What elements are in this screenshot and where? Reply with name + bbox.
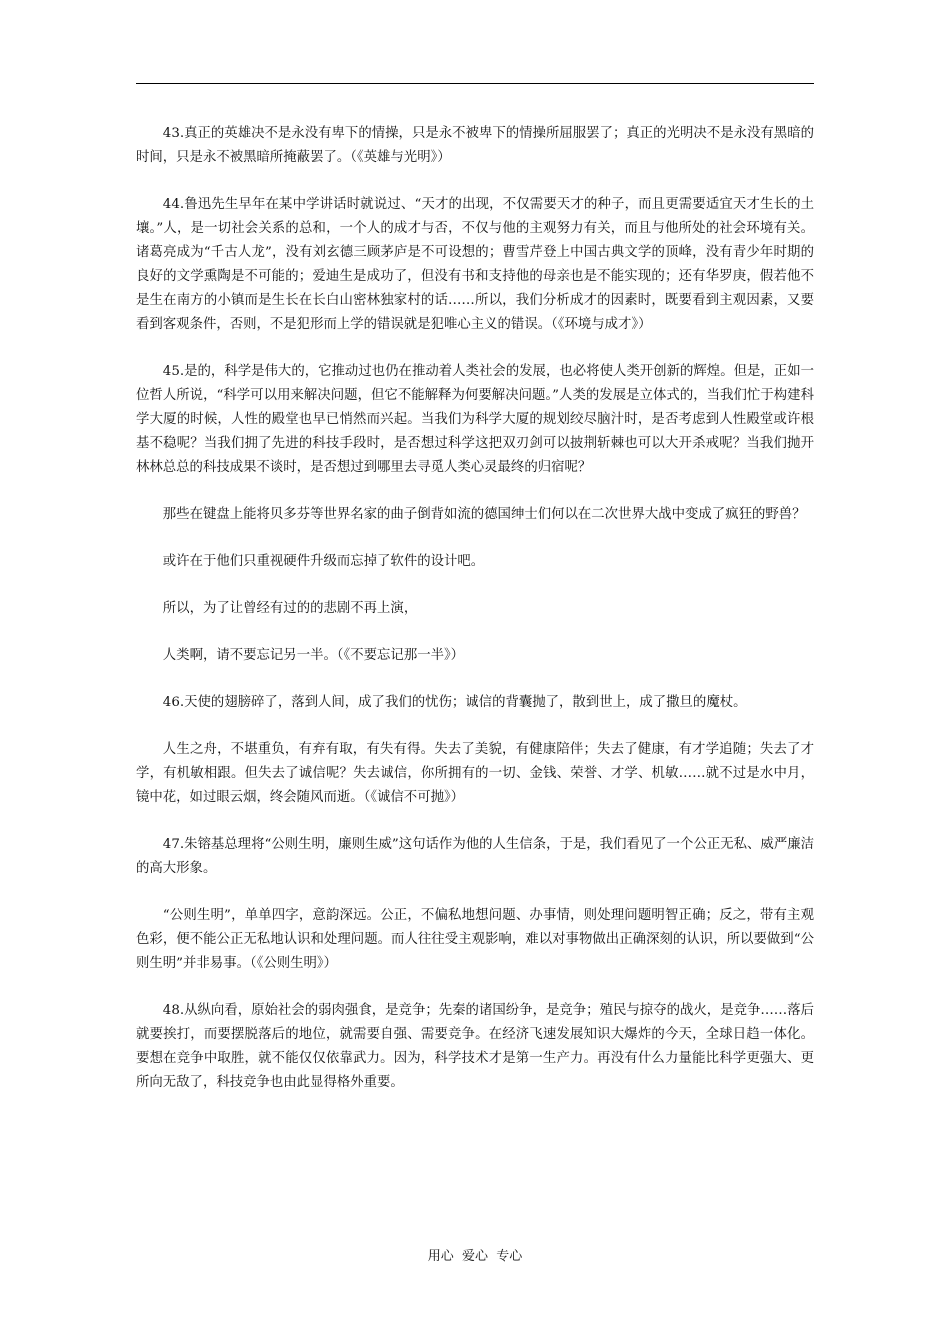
paragraph-46: 46.天使的翅膀碎了，落到人间，成了我们的忧伤；诚信的背囊抛了，散到世上，成了撒旦的魔杖。 xyxy=(162,695,747,710)
paragraph-45-d: 所以，为了让曾经有过的的悲剧不再上演， xyxy=(162,601,418,616)
paragraph-45-e: 人类啊，请不要忘记另一半。（《不要忘记那一半》） xyxy=(162,648,465,663)
paragraph-47-b: “公则生明”，单单四字，意韵深远。公正，不偏私地想问题、办事情，则处理问题明智正确；反之，带有主观色彩，便不能公正无私地认识和处理问题。而人往往受主观影响，难以对事物做出正确深刻的认识，所以要做到“公则生明”并非易事。（《公则生明》） xyxy=(136,908,814,971)
header-rule xyxy=(136,83,814,84)
page-footer: 用心 爱心 专心 xyxy=(427,1249,523,1264)
paragraph-45-b: 那些在键盘上能将贝多芬等世界名家的曲子倒背如流的德国绅士们何以在二次世界大战中变成了疯狂的野兽？ xyxy=(162,507,806,522)
paragraph-48: 48.从纵向看，原始社会的弱肉强食，是竞争；先秦的诸国纷争，是竞争；殖民与掠夺的战火，是竞争……落后就要挨打，而要摆脱落后的地位，就需要自强、需要竞争。在经济飞速发展知识大爆炸的今天，全球日趋一体化。要想在竞争中取胜，就不能仅仅依靠武力。因为，科学技术才是第一生产力。再没有什么力量能比科学更强大、更所向无敌了，科技竞争也由此显得格外重要。 xyxy=(136,1003,814,1090)
paragraph-47: 47.朱镕基总理将“公则生明，廉则生威”这句话作为他的人生信条，于是，我们看见了一个公正无私、威严廉洁的高大形象。 xyxy=(136,837,814,876)
paragraph-44: 44.鲁迅先生早年在某中学讲话时就说过、“天才的出现，不仅需要天才的种子，而且更需要适宜天才生长的土壤。”人，是一切社会关系的总和，一个人的成才与否，不仅与他的主观努力有关，而且与他所处的社会环境有关。诸葛亮成为“千古人龙”，没有刘玄德三顾茅庐是不可设想的；曹雪芹登上中国古典文学的顶峰，没有青少年时期的良好的文学熏陶是不可能的；爱迪生是成功了，但没有书和支持他的母亲也是不能实现的；还有华罗庚，假若他不是生在南方的小镇而是生长在长白山密林独家村的话……所以，我们分析成才的因素时，既要看到主观因素，又要看到客观条件，否则，不是犯形而上学的错误就是犯唯心主义的错误。（《环境与成才》） xyxy=(136,197,814,332)
paragraph-45-c: 或许在于他们只重视硬件升级而忘掉了软件的设计吧。 xyxy=(162,554,485,569)
paragraph-45: 45.是的，科学是伟大的，它推动过也仍在推动着人类社会的发展，也必将使人类开创新的辉煌。但是，正如一位哲人所说，“科学可以用来解决问题，但它不能解释为何要解决问题。”人类的发展是立体式的，当我们忙于构建科学大厦的时候，人性的殿堂也早已悄然而兴起。当我们为科学大厦的规划绞尽脑汁时，是否考虑到人性殿堂或许根基不稳呢？当我们拥了先进的科技手段时，是否想过科学这把双刃剑可以披荆斩棘也可以大开杀戒呢？当我们抛开林林总总的科技成果不谈时，是否想过到哪里去寻觅人类心灵最终的归宿呢？ xyxy=(136,364,814,475)
paragraph-46-b: 人生之舟，不堪重负，有弃有取，有失有得。失去了美貌，有健康陪伴；失去了健康，有才学追随；失去了才学，有机敏相跟。但失去了诚信呢？失去诚信，你所拥有的一切、金钱、荣誉、才学、机敏……就不过是水中月，镜中花，如过眼云烟，终会随风而逝。（《诚信不可抛》） xyxy=(136,742,814,805)
document-body xyxy=(136,122,814,1118)
paragraph-43: 43.真正的英雄决不是永没有卑下的情操，只是永不被卑下的情操所屈服罢了；真正的光明决不是永没有黑暗的时间，只是永不被黑暗所掩蔽罢了。（《英雄与光明》） xyxy=(136,126,814,165)
